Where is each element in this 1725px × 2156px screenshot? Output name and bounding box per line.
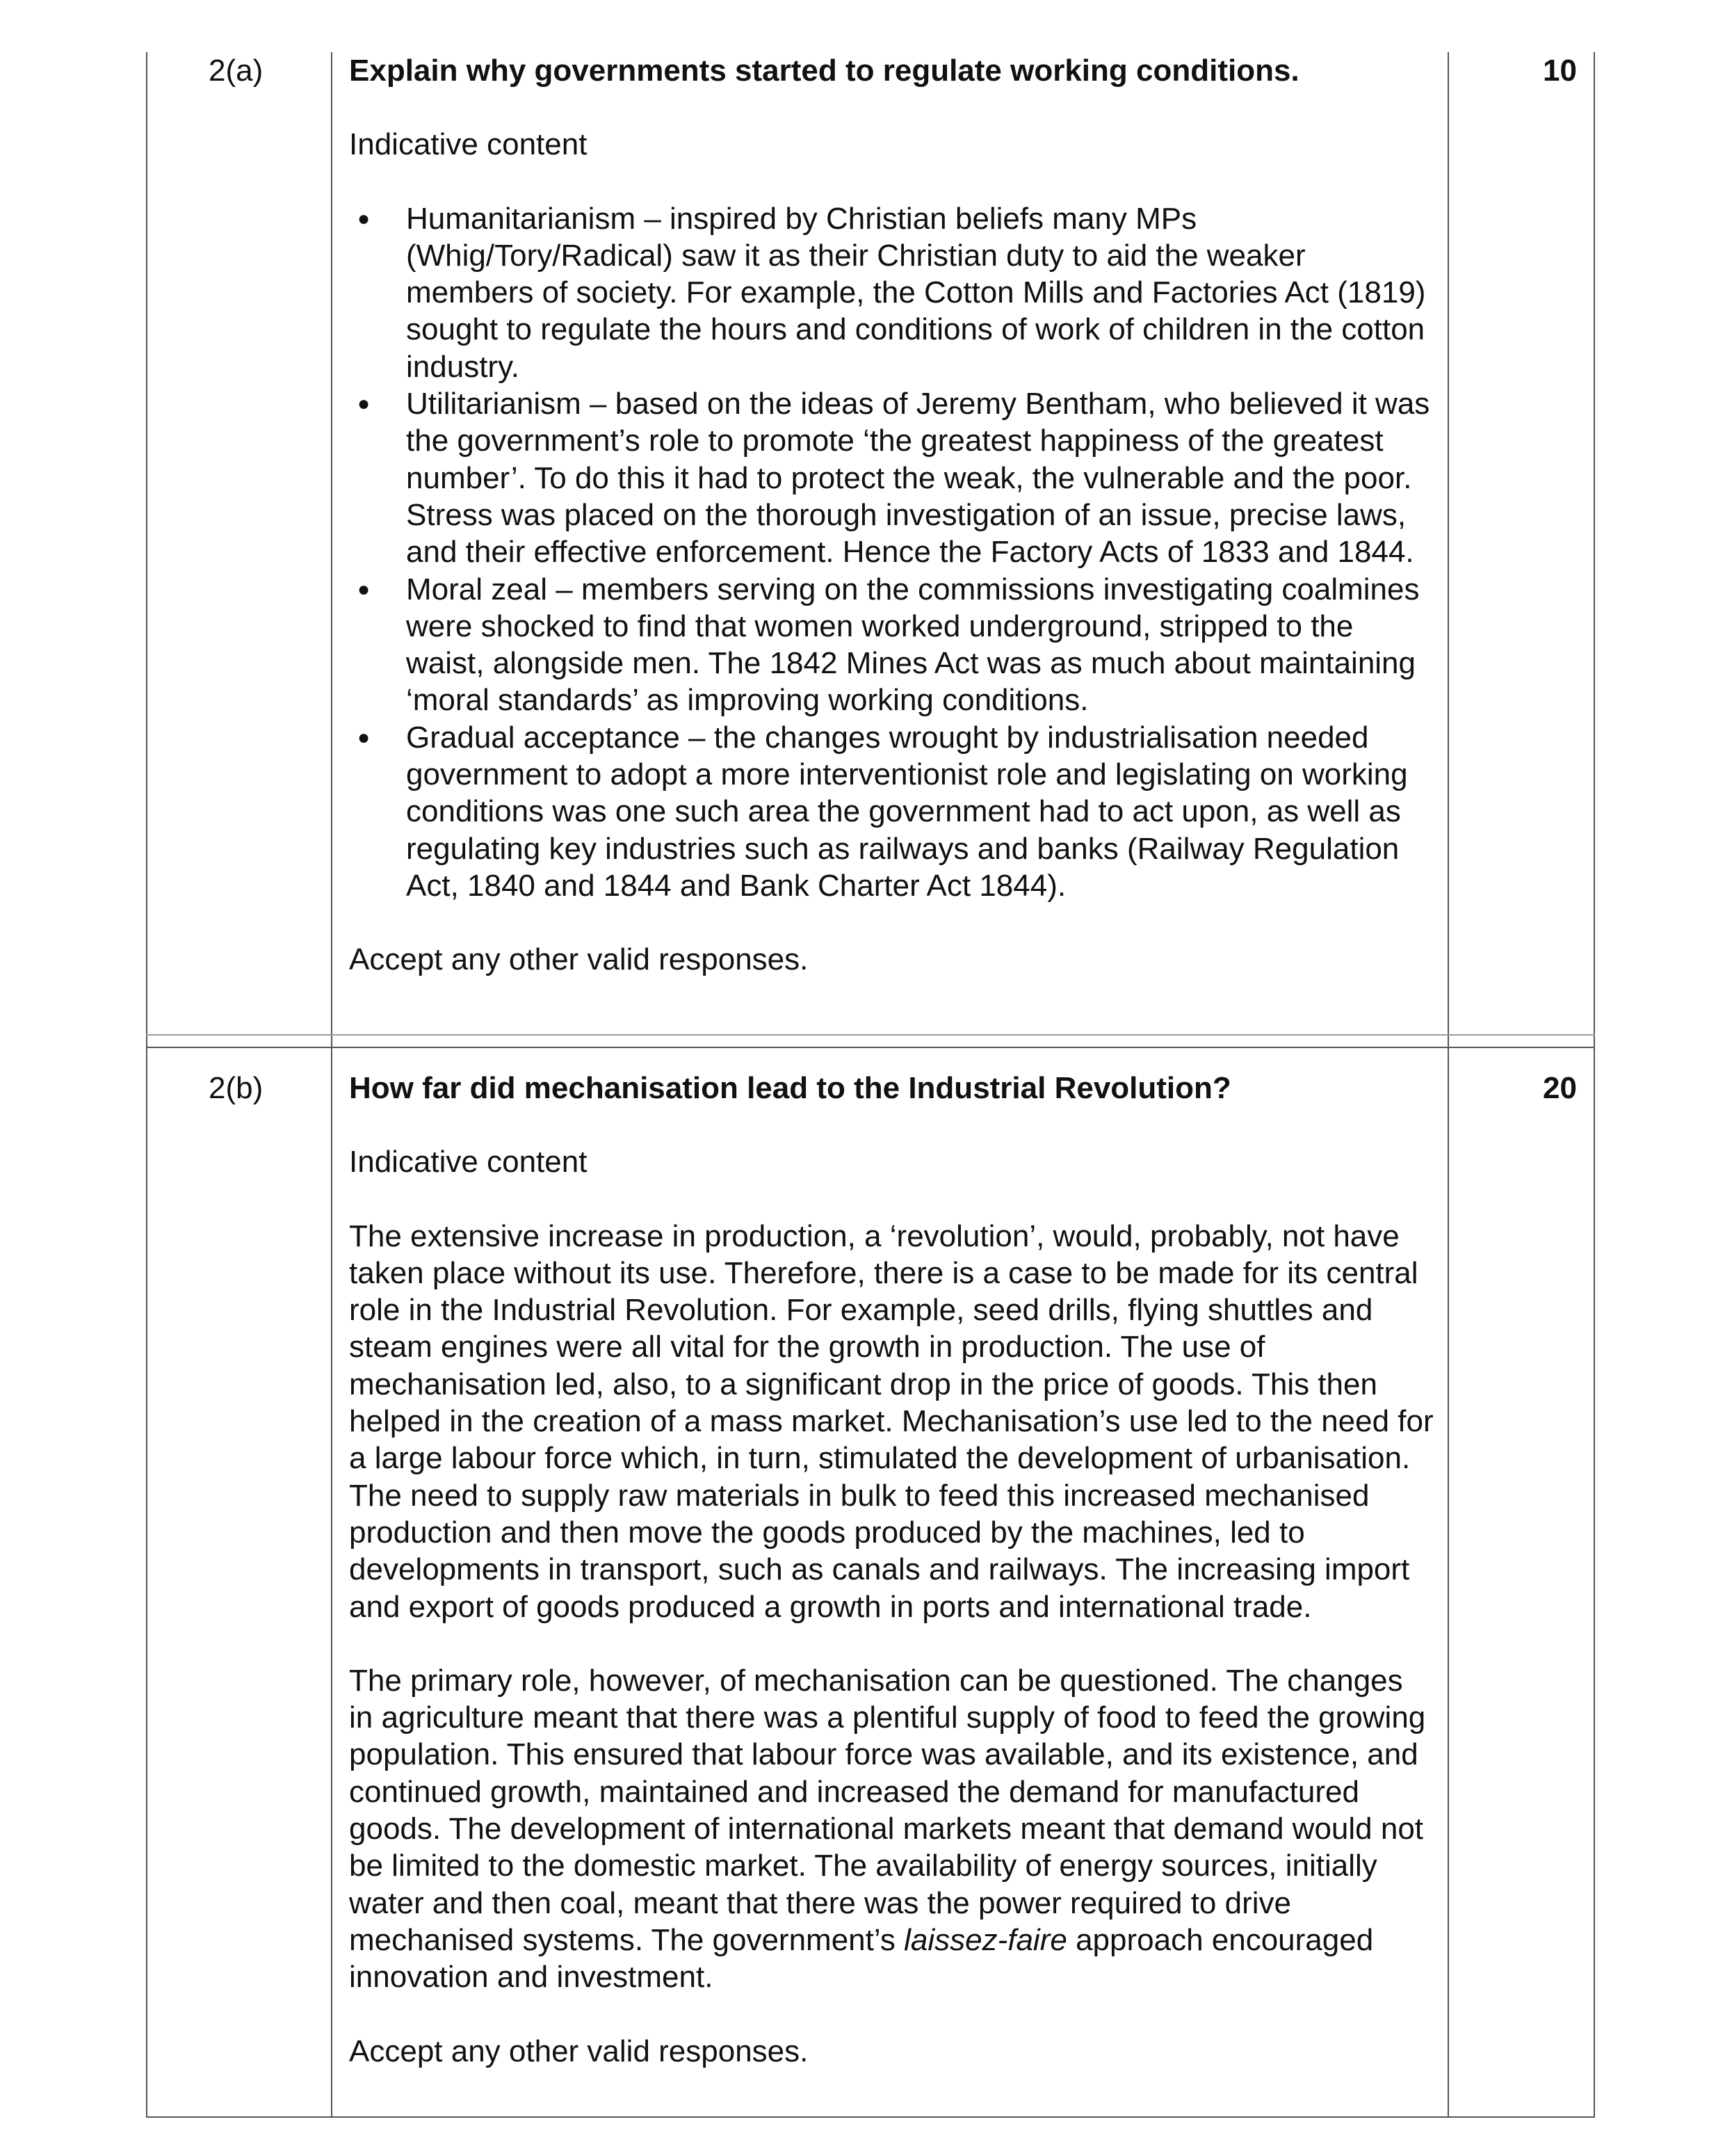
question-marks: 10	[1543, 54, 1577, 88]
answer-paragraph: The extensive increase in production, a ‘revolution’, would, probably, not have taken place without its use. Therefore, there is a case to be made for its central role in the Industrial Revolution. For example, seed drills, flying shuttles and steam engines were all vital for the growth in production. The use of mechanisation led, also, to a significant drop in the price of goods. This then helped in the creation of a mass market. Mechanisation’s use led to the need for a large labour force which, in turn, stimulated the development of urbanisation. The need to supply raw materials in bulk to feed this increased mechanised production and then move the goods produced by the machines, led to developments in transport, such as canals and railways. The increasing import and export of goods produced a growth in ports and international trade.	[349, 1218, 1434, 1624]
list-item	[349, 571, 1434, 719]
question-title: How far did mechanisation lead to the Industrial Revolution?	[349, 1071, 1231, 1105]
list-item	[349, 719, 1434, 904]
paragraph-text: approach encouraged innovation and investment.	[349, 1922, 1374, 1995]
bullet-icon: ●	[357, 577, 371, 601]
question-content	[349, 1070, 1434, 2070]
table-border-right	[1594, 52, 1595, 2118]
answer-paragraph	[349, 1662, 1434, 1996]
bullet-icon: ●	[357, 392, 371, 416]
bullet-text: Humanitarianism – inspired by Christian beliefs many MPs (Whig/Tory/Radical) saw it as their Christian duty to aid the weaker members of society. For example, the Cotton Mills and Factories Act (1819) sought to regulate the hours and conditions of work of children in the cotton industry.	[406, 201, 1426, 384]
row-separator-bottom	[146, 1047, 1595, 1048]
question-marks: 20	[1543, 1071, 1577, 1105]
table-border-bottom	[146, 2116, 1595, 2118]
bullet-icon: ●	[357, 207, 371, 230]
row-separator-top	[146, 1034, 1595, 1036]
closing-note: Accept any other valid responses.	[349, 942, 809, 977]
bullet-icon: ●	[357, 725, 371, 749]
italic-term: laissez-faire	[904, 1922, 1067, 1957]
question-number: 2(b)	[209, 1071, 264, 1105]
indicative-content-label: Indicative content	[349, 127, 588, 162]
paragraph-text: The primary role, however, of mechanisation can be questioned. The changes in agriculture meant that there was a plentiful supply of food to feed the growing population. This ensured that labour force was available, and its existence, and continued growth, maintained and increased the demand for manufactured goods. The development of international markets meant that demand would not be limited to the domestic market. The availability of energy sources, initially water and then coal, meant that there was the power required to drive mechanised systems. The government’s	[349, 1663, 1426, 1957]
question-title: Explain why governments started to regulate working conditions.	[349, 54, 1299, 88]
table-border-left	[146, 52, 147, 2118]
list-item	[349, 385, 1434, 570]
closing-note: Accept any other valid responses.	[349, 2034, 809, 2068]
table-divider-content-marks	[1448, 52, 1449, 2118]
question-content	[349, 52, 1434, 979]
indicative-bullet-list	[349, 200, 1434, 905]
indicative-content-label: Indicative content	[349, 1145, 588, 1180]
bullet-text: Moral zeal – members serving on the commissions investigating coalmines were shocked to find that women worked underground, stripped to the waist, alongside men. The 1842 Mines Act was as much about maintaining ‘moral standards’ as improving working conditions.	[406, 572, 1420, 718]
bullet-text: Gradual acceptance – the changes wrought by industrialisation needed government to adopt a more interventionist role and legislating on working conditions was one such area the government had to act upon, as well as regulating key industries such as railways and banks (Railway Regulation Act, 1840 and 1844 and Bank Charter Act 1844).	[406, 720, 1408, 903]
list-item	[349, 200, 1434, 385]
table-divider-number-content	[331, 52, 332, 2118]
question-number: 2(a)	[209, 54, 264, 88]
bullet-text: Utilitarianism – based on the ideas of Jeremy Bentham, who believed it was the government’s role to promote ‘the greatest happiness of the greatest number’. To do this it had to protect the weak, the vulnerable and the poor. Stress was placed on the thorough investigation of an issue, precise laws, and their effective enforcement. Hence the Factory Acts of 1833 and 1844.	[406, 387, 1430, 570]
